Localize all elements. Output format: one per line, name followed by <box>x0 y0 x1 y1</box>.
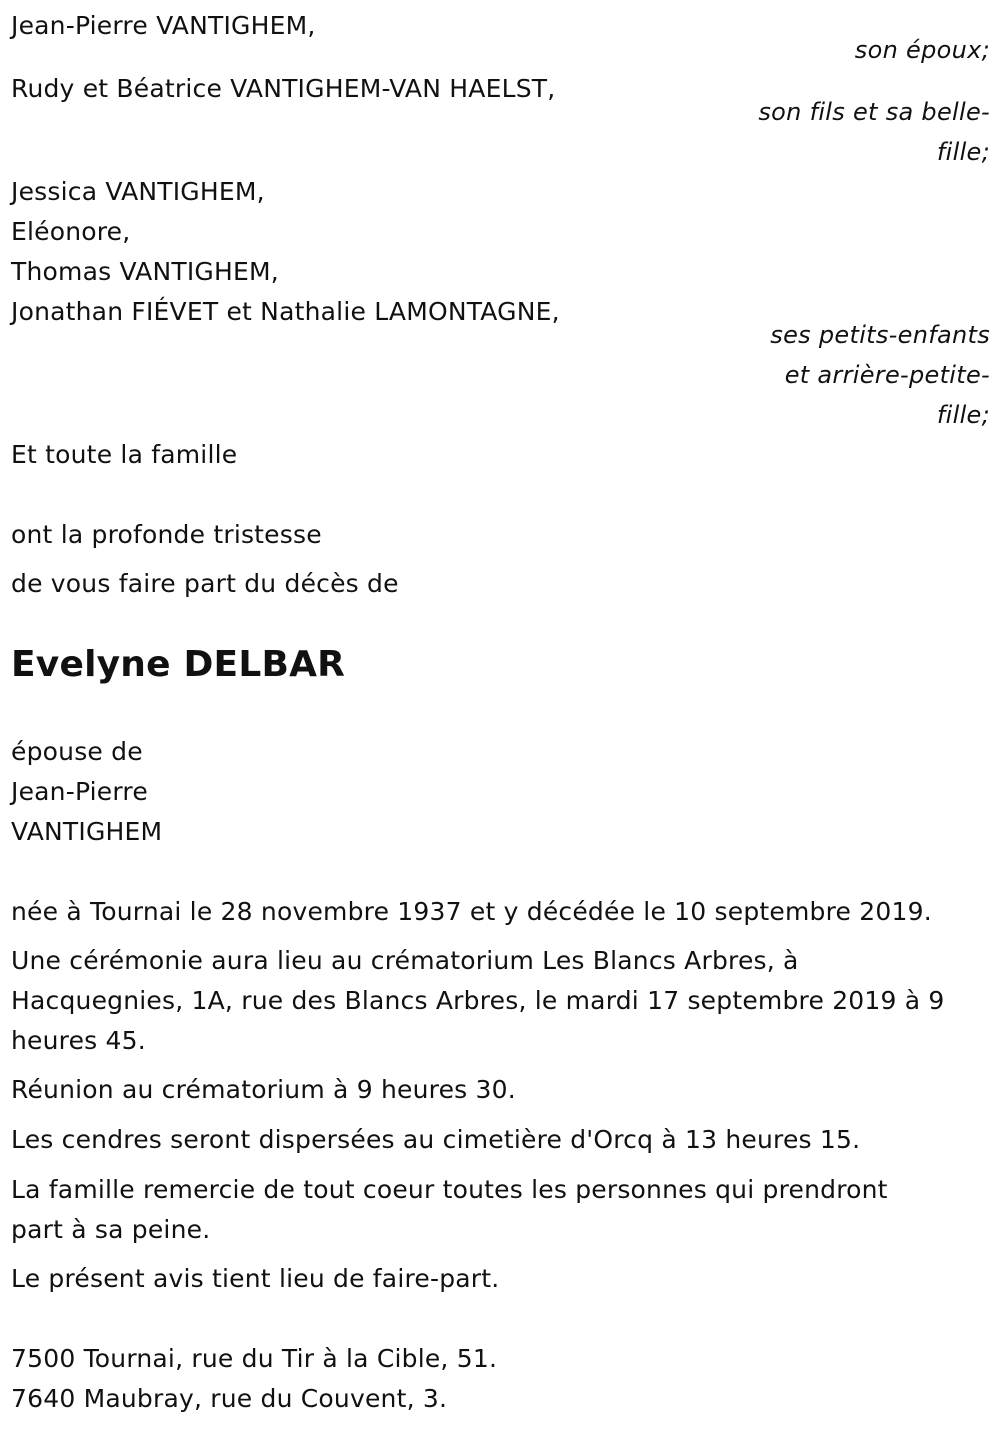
spouse-line3: VANTIGHEM <box>11 817 163 846</box>
family-husband: Jean-Pierre VANTIGHEM, <box>11 11 316 40</box>
grandchild-name: Jonathan FIÉVET et Nathalie LAMONTAGNE, <box>11 297 560 326</box>
notice: Le présent avis tient lieu de faire-part. <box>11 1264 500 1293</box>
meeting: Réunion au crématorium à 9 heures 30. <box>11 1075 516 1104</box>
ceremony-line2: Hacquegnies, 1A, rue des Blancs Arbres, le mardi 17 septembre 2019 à 9 <box>11 986 945 1015</box>
role-grandchildren-line3: fille; <box>936 401 990 429</box>
ceremony-line3: heures 45. <box>11 1026 146 1055</box>
announcement-line1: ont la profonde tristesse <box>11 520 322 549</box>
grandchild-name: Eléonore, <box>11 217 131 246</box>
role-grandchildren-line2: et arrière-petite- <box>784 361 990 389</box>
deceased-name: Evelyne DELBAR <box>11 644 346 685</box>
role-grandchildren-line1: ses petits-enfants <box>770 321 990 349</box>
address-line: 7500 Tournai, rue du Tir à la Cible, 51. <box>11 1344 498 1373</box>
grandchild-name: Thomas VANTIGHEM, <box>11 257 279 286</box>
role-son-line2: fille; <box>936 138 990 166</box>
spouse-line2: Jean-Pierre <box>11 777 148 806</box>
grandchild-name: Jessica VANTIGHEM, <box>11 177 265 206</box>
ceremony-line1: Une cérémonie aura lieu au crématorium Les Blancs Arbres, à <box>11 946 799 975</box>
role-husband: son époux; <box>854 36 990 64</box>
ashes: Les cendres seront dispersées au cimetière d'Orcq à 13 heures 15. <box>11 1125 861 1154</box>
birth-death: née à Tournai le 28 novembre 1937 et y décédée le 10 septembre 2019. <box>11 897 932 926</box>
family-son-couple: Rudy et Béatrice VANTIGHEM-VAN HAELST, <box>11 74 556 103</box>
announcement-line2: de vous faire part du décès de <box>11 569 399 598</box>
spouse-line1: épouse de <box>11 737 143 766</box>
address-line: 7640 Maubray, rue du Couvent, 3. <box>11 1384 448 1413</box>
all-family: Et toute la famille <box>11 440 238 469</box>
role-son-line1: son fils et sa belle- <box>758 98 990 126</box>
thanks-line1: La famille remercie de tout coeur toutes les personnes qui prendront <box>11 1175 888 1204</box>
thanks-line2: part à sa peine. <box>11 1215 211 1244</box>
